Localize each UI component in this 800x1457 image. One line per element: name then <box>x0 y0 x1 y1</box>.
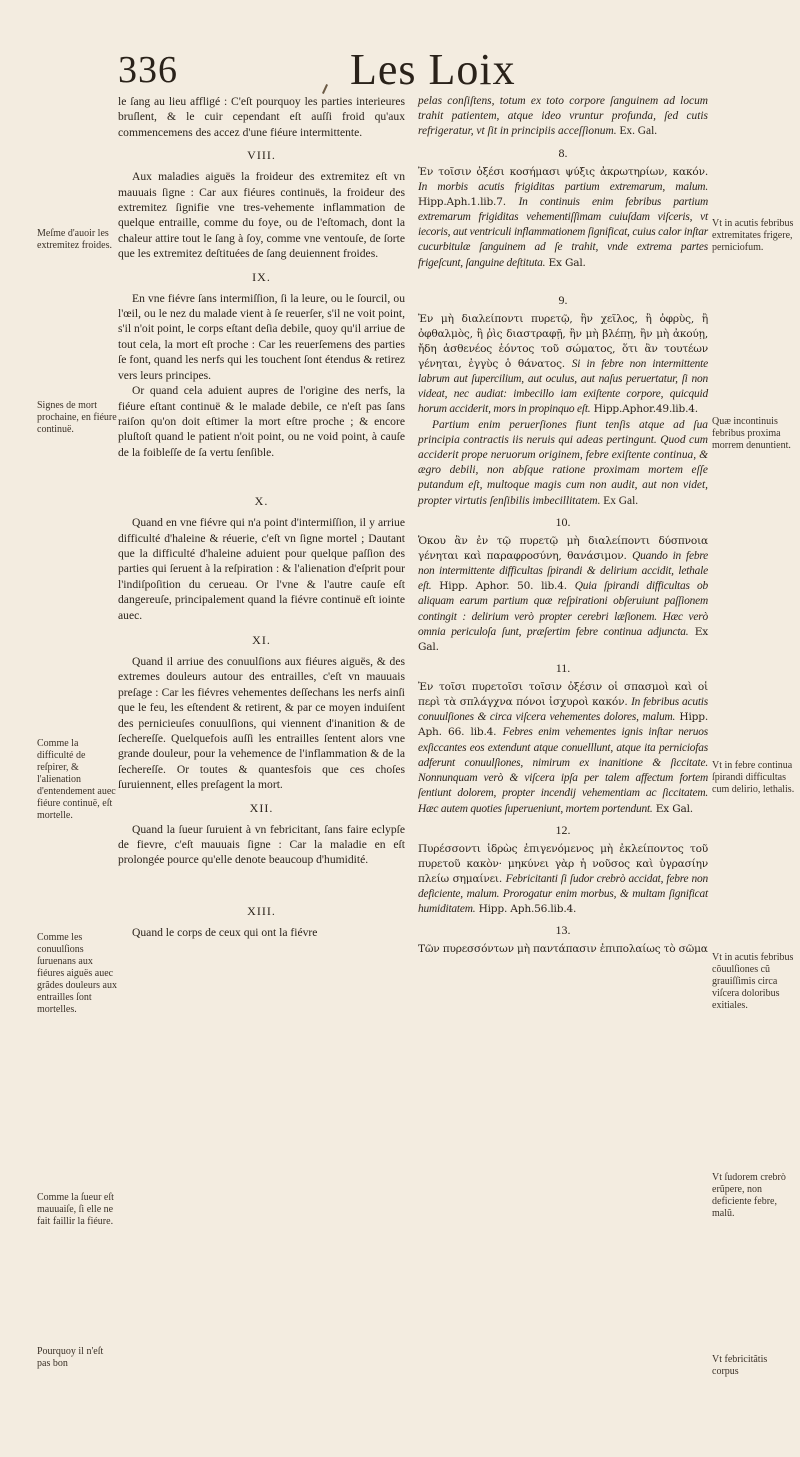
page-number: 336 <box>118 49 178 91</box>
latin-translation: Quando in febre non intermittente difficultas ſpirandi & delirium accidit, lethale eſt. <box>418 549 708 593</box>
section-ix <box>118 270 405 460</box>
section-text: Quand le corps de ceux qui ont la fiévre <box>132 925 318 939</box>
aphorism-9 <box>418 293 708 509</box>
section-heading: XI. <box>252 632 271 647</box>
margin-note-right: Vt in acutis febribus extremitates frigere, perniciofum. <box>712 218 794 253</box>
greek-text <box>418 165 708 271</box>
citation: Hipp.Aph.1.lib.7. <box>418 195 519 208</box>
page-header <box>118 44 678 92</box>
section-xiii <box>118 904 405 940</box>
section-heading: X. <box>254 494 269 509</box>
greek-aphorism: Ἐν τοῖσιν ὀξέσι κοσήμασι ψύξις ἀκρωτηρίων, κακόν. <box>418 165 708 178</box>
greek-text <box>418 312 708 418</box>
margin-note-left: Comme la ſueur eſt mauuaiſe, ſi elle ne fait faillir la fiéure. <box>37 1192 114 1227</box>
latin-commentary: Febres enim vehementes ignis inſtar neruos exſiccantes eos extendunt atque conuelllunt, atque ita perniciofas adferunt conuulſiones, nimirum ex inanitione & ſiccitate. Nonnunquam verò & viſcera ipſa per talem affectum fortem ſentiunt dolorem, propter incendij vehementiam ac ſiccitatem. Hæc autem quoties ſuperueniunt, mortem portendunt. <box>418 726 708 815</box>
section-heading: IX. <box>252 269 271 284</box>
aphorism-number: 12. <box>555 822 571 837</box>
section-viii <box>118 148 405 261</box>
latin-translation: In morbis acutis frigiditas partium extremarum, malum. <box>418 180 708 193</box>
section-text: Aux maladies aiguës la froideur des extremitez eſt vn mauuais ſigne : Car aux fiéures continuës, la froideur des extremitez ſignifie vne tres-vehemente inflammation de quelque entraille, comme du foye, ou de l'eſtomach, dont la chaleur attire tout le ſang à ſoy, comme vne ventouſe, de ſorte que les extremitez deſtituées de ſang deuiennent froides. <box>118 170 405 261</box>
section-text: Quand en vne fiévre qui n'a point d'intermiſſion, il y arriue difficulté d'haleine & réuerie, c'eſt vn ſigne mortel ; Dautant que la difficulté d'haleine aduient pour quelque paſſion des parties qui ſeruent à la reſpiration : & l'alienation d'eſprit pour l'indiſpoſition du cerueau. Or l'vne & l'autre cauſe eſt dangereuſe, principalement quand la fiévre continuë eſt iointe auec. <box>118 516 405 622</box>
margin-note-left: Pourquoy il n'eſt pas bon <box>37 1346 104 1369</box>
citation: Ex Gal. <box>418 625 708 654</box>
section-heading: XIII. <box>247 903 276 918</box>
aphorism-8 <box>418 146 708 271</box>
aphorism-13 <box>418 923 708 957</box>
latin-opening-text: pelas conſiſtens, totum ex toto corpore ſanguinem ad locum trahit patientem, atque ideo vruntur profunda, ſed cutis refrigeratur, vt ſit in principiis acceſſionum. <box>418 95 708 138</box>
greek-text <box>418 842 708 918</box>
latin-translation: Si in febre non intermittente labrum aut ſupercilium, aut oculus, aut naſus peruertatur, ſi non videat, nec audiat: imbecillo iam exiſtente corpore, quicquid horum acciderit, mors in propinquo eſt. <box>418 357 708 416</box>
margin-note-left: Signes de mort prochaine, en fiéure continuë. <box>37 400 117 435</box>
citation: Hipp. Aph.56.lib.4. <box>475 903 577 916</box>
greek-text <box>418 534 708 655</box>
section-x <box>118 494 405 623</box>
latin-opening <box>418 94 708 140</box>
citation: Ex Gal. <box>545 256 586 269</box>
latin-commentary: In continuis enim febribus partium extremarum frigiditas vehementiſſimam cuiuſdam viſceris, vt iecoris, aut ventriculi inflammationem ſignificat, cuius calor inſtar cucurbitulæ ſanguinem ad ſe trahit, vnde extrema partes frigeſcunt, ſanguine deſtituta. <box>418 195 708 269</box>
greek-aphorism: Τῶν πυρεσσόντων μὴ παντάπασιν ἐπιπολαίως τὸ σῶμα <box>418 943 708 956</box>
margin-note-right: Vt ſudorem crebrò erũpere, non deficiente febre, malũ. <box>712 1172 786 1219</box>
margin-note-right: Vt in acutis febribus cõuulſiones cũ grauiſſimis circa viſcera doloribus exitiales. <box>712 952 794 1011</box>
greek-aphorism: Πυρέσσοντι ἱδρὼς ἐπιγενόμενος μὴ ἐκλείποντος τοῦ πυρετοῦ κακὸν· μηκύνει γὰρ ἡ νοῦσος καὶ ὑγρασίην πλείω σημαίνει. <box>418 842 708 885</box>
citation: Ex. Gal. <box>616 125 658 138</box>
latin-commentary-text: Partium enim peruerſiones fiunt tenſis atque ad ſua principia contractis iis neruis qui adeas pertingunt. Quod cum acciderit prope neruorum originem, febre exiſtente continua, & ægro debili, non abſque ratione proximam mortem eſſe putandum eſt, multoque magis cum non audit, aut non videt, propter virtutis ſenſibilis imbecillitatem. <box>418 418 708 507</box>
aphorism-number: 13. <box>555 923 571 938</box>
aphorism-number: 11. <box>555 661 571 676</box>
latin-translation: In febribus acutis conuulſiones & circa viſcera vehementes dolores, malum. <box>418 696 708 724</box>
section-text: En vne fiévre ſans intermiſſion, ſi la leure, ou le ſourcil, ou l'œil, ou le nez du malade vient à ſe reuerſer, s'il ne voit point, s'il n'oit point, le corps eſtant deſia debile, quoy qu'il arriue de tout cela, la mort eſt proche : Car les reuerſemens des parties ſe font, quand les nerfs qui les touchent ſont étendus & retirez vers leurs principes. <box>118 291 405 382</box>
latin-column <box>418 94 708 957</box>
section-text: Quand il arriue des conuulſions aux fiéures aiguës, & des extremes douleurs autour des entrailles, c'eſt vn mauuais preſage : Car les fiévres vehementes deſſechans les nerfs ainſi que le feu, les eſtendent & retirent, & par ce moyen induiſent des pernicieuſes conuulſions, qui viennent d'inanition & de ſechereſſe. Quelquefois auſſi les entrailles ſentent alors vne grande douleur, pour la vehemence de l'inflammation & de la ſechereſſe. Or toutes & quantesfois que ces choſes ſuruiennent, elles preſagent la mort. <box>118 654 405 792</box>
greek-aphorism: Ἐν τοῖσι πυρετοῖσι τοῖσιν ὀξέσιν οἱ σπασμοὶ καὶ οἱ περὶ τὰ σπλάγχνα πόνοι ἰσχυροὶ κακόν. <box>418 681 708 709</box>
running-title: Les Loix <box>350 45 516 94</box>
citation: Ex Gal. <box>652 802 693 815</box>
margin-note-left: Comme les conuulſions ſuruenans aux fiéures aiguës auec grãdes douleurs aux entrailles ſont mortelles. <box>37 932 117 1015</box>
french-opening: le ſang au lieu affligé : C'eſt pourquoy les parties interieures bruſlent, & le cuir cependant eſt auſſi froid qu'aux commencemens des accez d'une fiéure intermittente. <box>118 95 405 139</box>
latin-commentary: Quia ſpirandi difficultas ob aliquam earum partium quæ reſpirationi obſeruiunt paſſionem contingit : delirium verò propter cerebri læſionem. Hæc verò omnia periculoſa ſunt, præſertim febre continua adjuncta. <box>418 580 708 638</box>
citation: Hipp. Aphor. 50. lib.4. <box>431 580 575 593</box>
margin-note-left: Meſme d'auoir les extremitez froides. <box>37 228 112 251</box>
section-xii <box>118 801 405 868</box>
aphorism-number: 10. <box>555 514 571 529</box>
aphorism-12 <box>418 823 708 918</box>
latin-commentary <box>418 418 708 509</box>
aphorism-number: 9. <box>558 292 568 307</box>
ink-mark <box>322 84 328 94</box>
latin-translation: Febricitanti ſi ſudor crebrò accidat, febre non deficiente, malum. Prorogatur enim morbus, & multam ſignificat humiditatem. <box>418 872 709 916</box>
citation: Hipp.Aphor.49.lib.4. <box>590 403 698 416</box>
margin-note-right: Quæ incontinuis febribus proxima morrem denuntient. <box>712 416 791 451</box>
margin-note-left: Comme la difficulté de reſpirer, & l'alienation d'entendement auec fiéure continuë, eſt mortelle. <box>37 738 116 821</box>
section-xi <box>118 633 405 793</box>
section-heading: XII. <box>249 800 274 815</box>
greek-aphorism: Ὁκου ἂν ἐν τῷ πυρετῷ μὴ διαλείποντι δύσπνοια γένηται καὶ παραφροσύνη, θανάσιμον. <box>418 534 708 562</box>
section-heading: VIII. <box>247 148 276 163</box>
citation: Hipp. Aph. 66. lib.4. <box>418 711 708 739</box>
aphorism-11 <box>418 661 708 817</box>
section-text-continued: Or quand cela aduient aupres de l'origine des nerfs, la fiéure eſtant continuë & le malade debile, ce n'eſt pas ſans raiſon qu'on doit eſtimer la mort eſtre proche ; & encore pluſtoſt quand le patient n'oit point, ou ne void point, à cauſe de la foibleſſe de ſa vertu ſenſible. <box>118 384 405 459</box>
greek-aphorism: Ἐν μὴ διαλείποντι πυρετῷ, ἢν χεῖλος, ἢ ὀφρὺς, ἢ ὀφθαλμὸς, ἢ ῥὶς διαστραφῇ, ἢν μὴ βλέπῃ, ἢν μὴ ἀκούῃ, ἤδη ἀσθενέος ἐόντος τοῦ σώματος, ὅτι ἂν τουτέων γένηται, ἐγγὺς ὁ θάνατος. <box>418 312 708 370</box>
greek-text <box>418 680 708 817</box>
aphorism-number: 8. <box>558 145 568 160</box>
aphorism-10 <box>418 515 708 655</box>
margin-note-right: Vt in febre continua ſpirandi difficultas cum delirio, lethalis. <box>712 760 795 795</box>
citation: Ex Gal. <box>600 494 639 507</box>
margin-note-right: Vt febricitãtis corpus <box>712 1354 768 1377</box>
french-column <box>118 94 405 940</box>
section-text: Quand la ſueur ſuruient à vn febricitant, ſans faire eclypſe de fievre, c'eſt mauuais ſigne : Car la maladie en eſt prolongée pource qu'elle denote beaucoup d'humidité. <box>118 822 405 867</box>
